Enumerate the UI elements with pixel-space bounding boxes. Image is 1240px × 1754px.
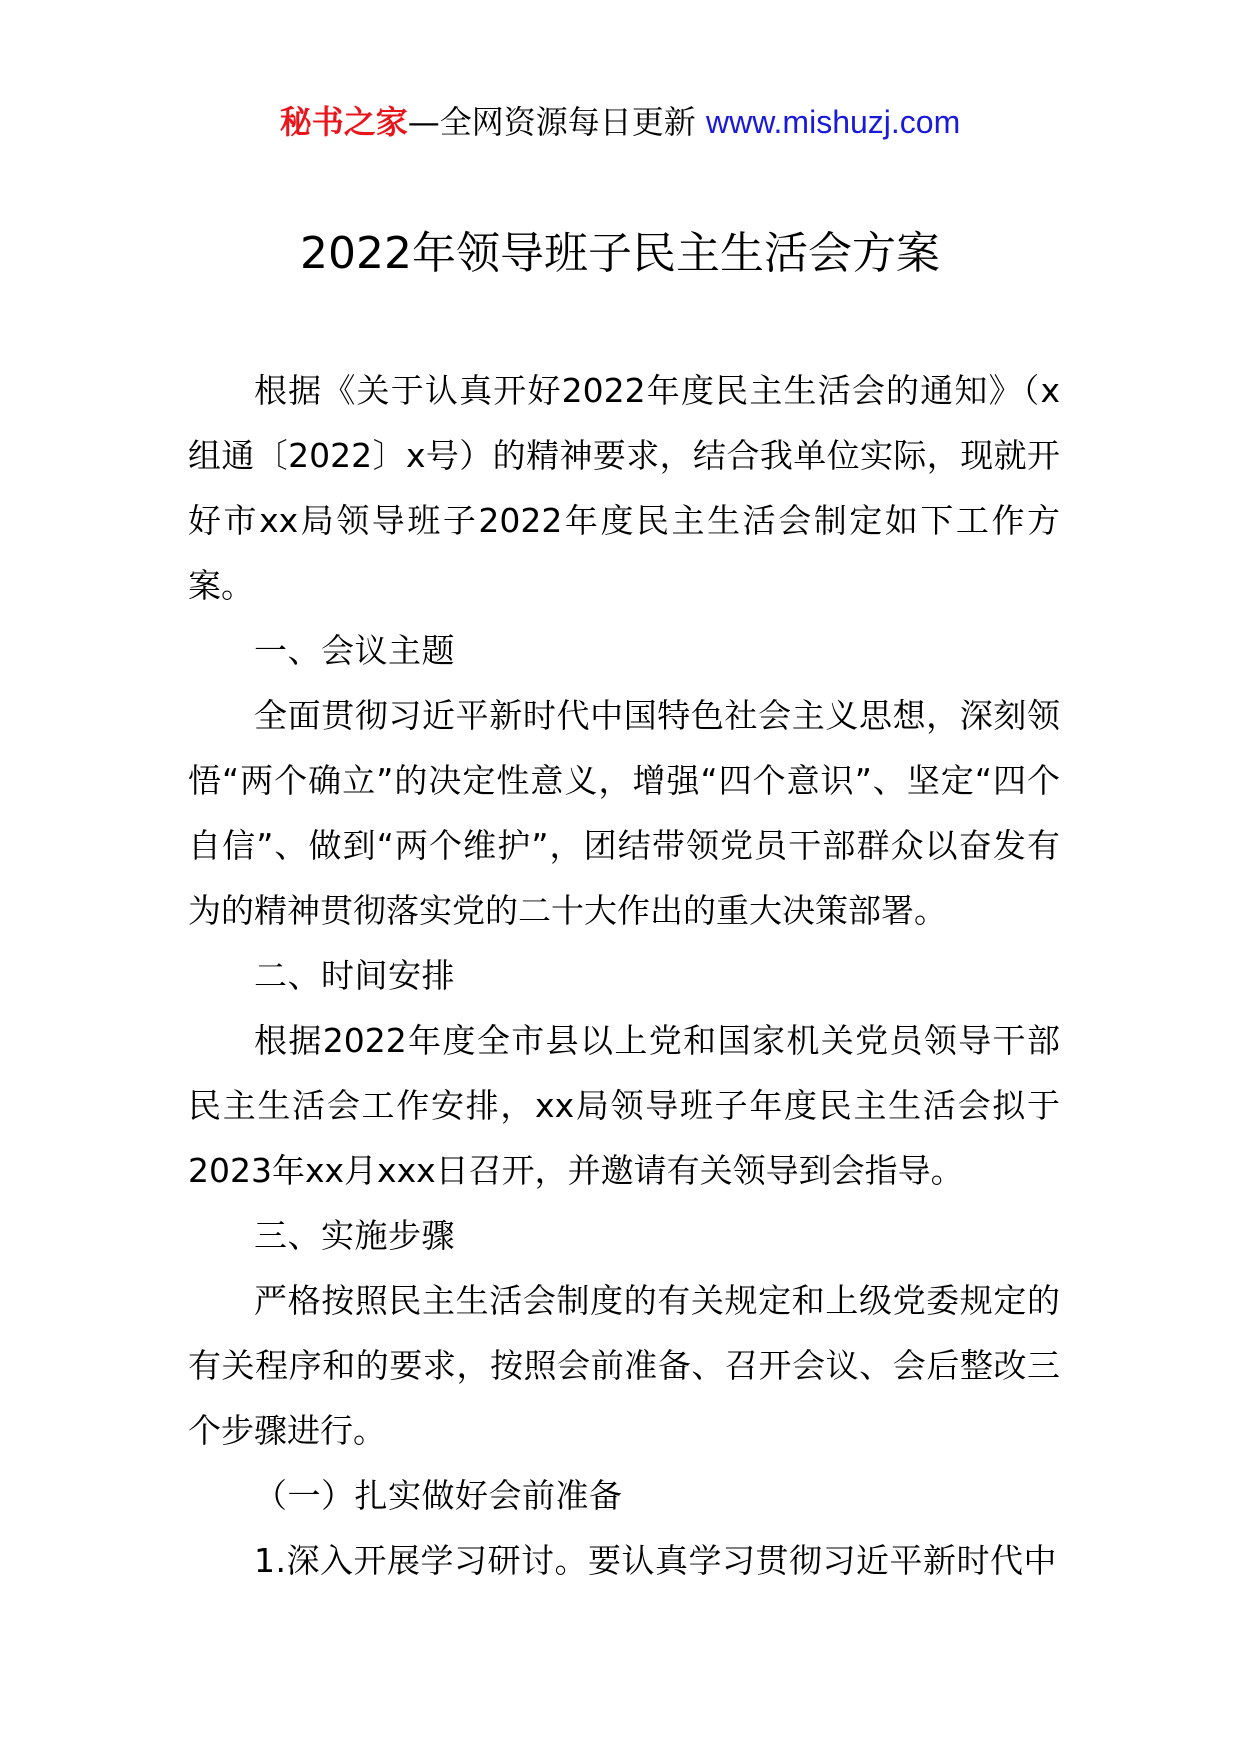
brand-name: 秘书之家 [279, 103, 408, 141]
subsection-heading-preparation: （一）扎实做好会前准备 [254, 1476, 623, 1515]
intro-paragraph: 根据《关于认真开好2022年度民主生活会的通知》（x组通〔2022〕x号）的精神要求，结合我单位实际，现就开好市xx局领导班子2022年度民主生活会制定如下工作方案。 [188, 371, 1060, 605]
section-heading-schedule: 二、时间安排 [254, 956, 455, 995]
theme-paragraph: 全面贯彻习近平新时代中国特色社会主义思想，深刻领悟“两个确立”的决定性意义，增强“四个意识”、坚定“四个自信”、做到“两个维护”，团结带领党员干部群众以奋发有为的精神贯彻落实党的二十大作出的重大决策部署。 [188, 696, 1060, 930]
document-title: 2022年领导班子民主生活会方案 [300, 228, 940, 279]
study-paragraph: 1.深入开展学习研讨。要认真学习贯彻习近平新时代中 [254, 1541, 1057, 1580]
steps-paragraph: 严格按照民主生活会制度的有关规定和上级党委规定的有关程序和的要求，按照会前准备、召开会议、会后整改三个步骤进行。 [188, 1281, 1060, 1450]
document-body [188, 358, 1060, 1593]
section-heading-theme: 一、会议主题 [254, 631, 455, 670]
site-header [0, 98, 1240, 146]
header-tagline: —全网资源每日更新 [407, 103, 696, 141]
section-heading-steps: 三、实施步骤 [254, 1216, 455, 1255]
site-url[interactable]: www.mishuzj.com [705, 104, 961, 140]
schedule-paragraph: 根据2022年度全市县以上党和国家机关党员领导干部民主生活会工作安排，xx局领导班子年度民主生活会拟于2023年xx月xxx日召开，并邀请有关领导到会指导。 [188, 1021, 1060, 1190]
